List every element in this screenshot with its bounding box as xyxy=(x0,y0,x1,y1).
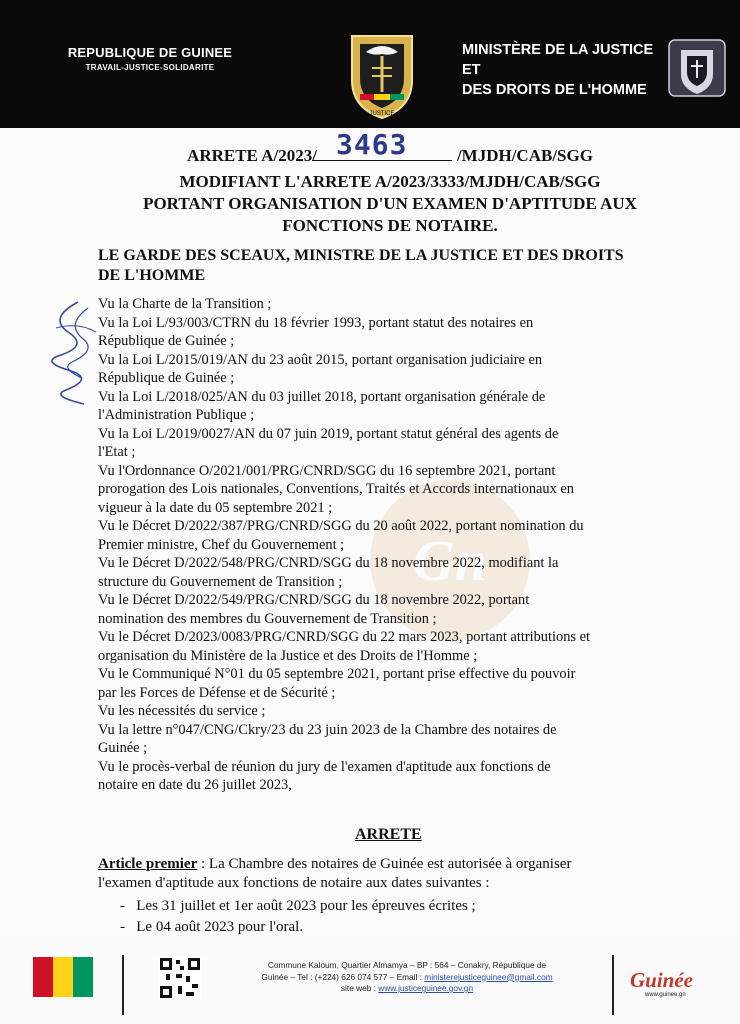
article-text-line2: l'examen d'aptitude aux fonctions de notaire aux dates suivantes : xyxy=(98,875,490,891)
consideration-line: Vu le Décret D/2022/548/PRG/CNRD/SGG du 18 novembre 2022, modifiant la xyxy=(98,555,559,571)
republic-block xyxy=(60,45,240,72)
consideration-line: Vu la Loi L/2019/0027/AN du 07 juin 2019, portant statut général des agents de xyxy=(98,425,559,442)
decree-title-line3: PORTANT ORGANISATION D'UN EXAMEN D'APTITUDE AUX xyxy=(143,194,637,213)
consideration-line: Guinée ; xyxy=(98,740,148,756)
consideration-line: par les Forces de Défense et de Sécurité ; xyxy=(98,684,336,701)
decree-suffix: /MJDH/CAB/SGG xyxy=(456,146,593,165)
consideration-line: Vu la Loi L/2015/019/AN du 23 août 2015, portant organisation judiciaire en xyxy=(98,351,543,368)
flag-stripe-yellow xyxy=(53,957,73,997)
consideration-item xyxy=(98,517,682,554)
number-underline xyxy=(312,160,452,161)
website-label: site web : xyxy=(340,983,379,993)
consideration-line: prorogation des Lois nationales, Conventions, Traités et Accords internationaux en xyxy=(98,481,575,497)
consideration-line: organisation du Ministère de la Justice et des Droits de l'Homme ; xyxy=(98,647,478,664)
consideration-line: Vu le Décret D/2023/0083/PRG/CNRD/SGG du 22 mars 2023, portant attributions et xyxy=(98,629,590,645)
ministry-title-line1: MINISTÈRE DE LA JUSTICE ET xyxy=(462,42,654,78)
consideration-line: Vu la Loi L/2018/025/AN du 03 juillet 2018, portant organisation générale de xyxy=(98,388,546,405)
consideration-line: l'Administration Publique ; xyxy=(98,407,255,423)
ministry-title-line2: DES DROITS DE L'HOMME xyxy=(462,82,647,98)
consideration-line: Vu le Décret D/2022/549/PRG/CNRD/SGG du 18 novembre 2022, portant xyxy=(98,592,530,608)
consideration-line: Vu le procès-verbal de réunion du jury de l'examen d'aptitude aux fonctions de xyxy=(98,758,551,775)
consideration-line: République de Guinée ; xyxy=(98,370,235,386)
date-written-exams: Les 31 juillet et 1er août 2023 pour les épreuves écrites ; xyxy=(136,898,476,914)
footer-divider xyxy=(122,955,124,1015)
arrete-heading: ARRETE xyxy=(355,826,422,843)
consideration-line: l'Etat ; xyxy=(98,444,136,460)
bullet-dash: - xyxy=(120,898,137,914)
consideration-item xyxy=(98,758,682,795)
republic-title: REPUBLIQUE DE GUINEE xyxy=(67,45,233,60)
decree-title-line4: FONCTIONS DE NOTAIRE. xyxy=(282,216,498,235)
consideration-item xyxy=(98,388,682,425)
republic-motto: TRAVAIL-JUSTICE-SOLIDARITE xyxy=(85,63,215,72)
consideration-line: Vu le Décret D/2022/387/PRG/CNRD/SGG du 20 août 2022, portant nomination du xyxy=(98,518,584,534)
consideration-item xyxy=(98,554,682,591)
considerations-list xyxy=(98,295,682,795)
consideration-item xyxy=(98,628,682,665)
decree-prefix: ARRETE A/2023/ xyxy=(187,146,317,165)
minister-line1: LE GARDE DES SCEAUX, MINISTRE DE LA JUSTICE ET DES DROITS xyxy=(98,247,624,264)
consideration-item xyxy=(98,462,682,518)
article-text-line1: : La Chambre des notaires de Guinée est autorisée à organiser xyxy=(197,856,572,872)
consideration-item xyxy=(98,295,682,314)
consideration-item xyxy=(98,591,682,628)
consideration-item xyxy=(98,351,682,388)
consideration-line: vigueur à la date du 05 septembre 2021 ; xyxy=(98,499,333,516)
consideration-item xyxy=(98,702,682,721)
address-line1: Commune Kaloum, Quartier Almamya – BP : 564 – Conakry, République de xyxy=(267,960,547,970)
guinea-flag-icon xyxy=(33,957,93,997)
consideration-item xyxy=(98,721,682,758)
list-item xyxy=(120,919,303,936)
article-title: Article premier xyxy=(98,856,198,872)
consideration-line: Vu l'Ordonnance O/2021/001/PRG/CNRD/SGG du 16 septembre 2021, portant xyxy=(98,462,556,479)
bullet-dash: - xyxy=(120,919,137,935)
flag-stripe-red xyxy=(33,957,53,997)
ministry-seal-icon xyxy=(667,38,727,98)
consideration-item xyxy=(98,665,682,702)
consideration-line: Vu le Communiqué N°01 du 05 septembre 2021, portant prise effective du pouvoir xyxy=(98,666,576,682)
consideration-line: Vu la Loi L/93/003/CTRN du 18 février 1993, portant statut des notaires en xyxy=(98,314,534,331)
footer-address xyxy=(212,960,602,995)
qr-code-icon xyxy=(158,956,202,1000)
guinea-coat-of-arms-icon xyxy=(338,28,426,120)
ministry-block xyxy=(462,40,662,100)
consideration-line: Vu la Charte de la Transition ; xyxy=(98,296,272,312)
date-oral-exam: Le 04 août 2023 pour l'oral. xyxy=(136,919,304,935)
decree-title-line2: MODIFIANT L'ARRETE A/2023/3333/MJDH/CAB/SGG xyxy=(179,172,601,191)
handwritten-decree-number: 3463 xyxy=(336,128,408,161)
guinee-brand-logo: Guinée xyxy=(630,968,693,992)
consideration-item xyxy=(98,314,682,351)
email-link[interactable]: ministerejusticeguinee@gmail.com xyxy=(424,971,553,982)
minister-heading xyxy=(98,246,682,286)
consideration-line: nomination des membres du Gouvernement de Transition ; xyxy=(98,610,437,627)
consideration-line: Vu la lettre n°047/CNG/Ckry/23 du 23 juin 2023 de la Chambre des notaires de xyxy=(98,721,557,738)
website-link[interactable]: www.justiceguinee.gov.gn xyxy=(378,983,474,993)
guinee-brand-url: www.guinee.gn xyxy=(645,992,686,998)
consideration-item xyxy=(98,425,682,462)
contact-label: Guinée – Tel : (+224) 626 074 577 – Email : xyxy=(261,971,425,982)
emblem-motto: JUSTICE xyxy=(369,111,395,117)
address-line3 xyxy=(212,983,602,995)
consideration-line: République de Guinée ; xyxy=(98,333,235,349)
consideration-line: Premier ministre, Chef du Gouvernement ; xyxy=(98,536,345,553)
flag-stripe-green xyxy=(73,957,93,997)
footer-divider xyxy=(612,955,614,1015)
address-line2 xyxy=(212,972,602,984)
article-premier xyxy=(98,855,682,893)
list-item xyxy=(120,898,476,915)
letterhead xyxy=(0,0,740,128)
consideration-line: notaire en date du 26 juillet 2023, xyxy=(98,777,292,793)
svg-text:Gn: Gn xyxy=(412,528,488,593)
consideration-line: structure du Gouvernement de Transition ; xyxy=(98,573,343,590)
consideration-line: Vu les nécessités du service ; xyxy=(98,703,266,719)
minister-line2: DE L'HOMME xyxy=(98,267,206,284)
